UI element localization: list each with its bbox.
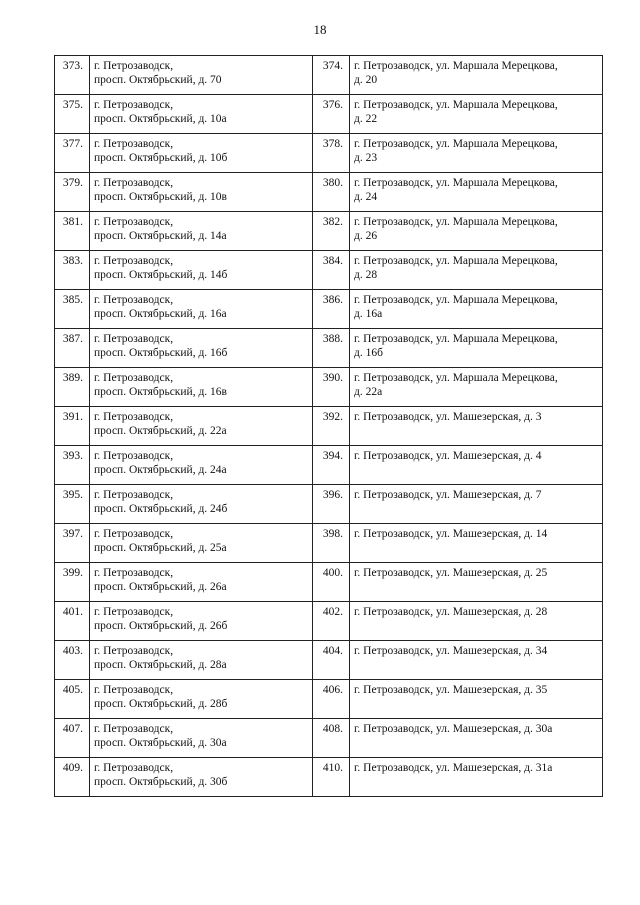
address-line: г. Петрозаводск, ул. Маршала Мерецкова, <box>354 372 558 384</box>
address-table <box>54 55 603 797</box>
address-line: г. Петрозаводск, ул. Маршала Мерецкова, <box>354 60 558 72</box>
address-cell-left <box>90 485 313 524</box>
address-line: просп. Октябрьский, д. 16б <box>94 347 228 359</box>
table-row <box>55 641 603 680</box>
row-number-right: 392. <box>313 407 350 446</box>
address-line: г. Петрозаводск, <box>94 723 174 735</box>
address-line: г. Петрозаводск, <box>94 255 174 267</box>
address-cell-left <box>90 329 313 368</box>
address-line: просп. Октябрьский, д. 28а <box>94 659 227 671</box>
address-cell-right <box>350 719 603 758</box>
address-line: просп. Октябрьский, д. 28б <box>94 698 228 710</box>
address-line: г. Петрозаводск, ул. Маршала Мерецкова, <box>354 177 558 189</box>
address-line: просп. Октябрьский, д. 10б <box>94 152 228 164</box>
address-cell-right <box>350 95 603 134</box>
address-line: д. 20 <box>354 74 378 86</box>
row-number-right: 400. <box>313 563 350 602</box>
page-number: 18 <box>313 22 327 37</box>
row-number-right: 388. <box>313 329 350 368</box>
address-line: просп. Октябрьский, д. 30а <box>94 737 227 749</box>
address-line: г. Петрозаводск, <box>94 60 174 72</box>
table-row <box>55 329 603 368</box>
address-line: просп. Октябрьский, д. 24б <box>94 503 228 515</box>
address-cell-left <box>90 641 313 680</box>
row-number-left: 373. <box>55 56 90 95</box>
address-cell-left <box>90 251 313 290</box>
table-row <box>55 134 603 173</box>
table-row <box>55 173 603 212</box>
row-number-left: 379. <box>55 173 90 212</box>
address-line: г. Петрозаводск, ул. Маршала Мерецкова, <box>354 138 558 150</box>
table-row <box>55 602 603 641</box>
address-line: д. 26 <box>354 230 378 242</box>
table-row <box>55 680 603 719</box>
row-number-left: 407. <box>55 719 90 758</box>
address-cell-right <box>350 446 603 485</box>
row-number-right: 398. <box>313 524 350 563</box>
address-cell-left <box>90 719 313 758</box>
address-line: г. Петрозаводск, ул. Машезерская, д. 31а <box>354 762 553 774</box>
address-line: г. Петрозаводск, ул. Машезерская, д. 7 <box>354 489 542 501</box>
address-cell-left <box>90 95 313 134</box>
address-cell-left <box>90 602 313 641</box>
row-number-left: 385. <box>55 290 90 329</box>
address-line: г. Петрозаводск, ул. Машезерская, д. 4 <box>354 450 542 462</box>
row-number-right: 404. <box>313 641 350 680</box>
row-number-right: 390. <box>313 368 350 407</box>
address-line: г. Петрозаводск, <box>94 567 174 579</box>
row-number-right: 376. <box>313 95 350 134</box>
row-number-left: 401. <box>55 602 90 641</box>
address-line: г. Петрозаводск, ул. Маршала Мерецкова, <box>354 99 558 111</box>
row-number-right: 408. <box>313 719 350 758</box>
table-row <box>55 212 603 251</box>
address-line: просп. Октябрьский, д. 24а <box>94 464 227 476</box>
address-line: г. Петрозаводск, <box>94 372 174 384</box>
table-row <box>55 251 603 290</box>
address-cell-left <box>90 758 313 797</box>
address-line: г. Петрозаводск, ул. Маршала Мерецкова, <box>354 294 558 306</box>
address-line: г. Петрозаводск, <box>94 216 174 228</box>
address-cell-left <box>90 134 313 173</box>
table-row <box>55 368 603 407</box>
row-number-right: 406. <box>313 680 350 719</box>
row-number-left: 405. <box>55 680 90 719</box>
address-line: просп. Октябрьский, д. 10в <box>94 191 227 203</box>
row-number-left: 397. <box>55 524 90 563</box>
address-line: просп. Октябрьский, д. 14а <box>94 230 227 242</box>
row-number-left: 399. <box>55 563 90 602</box>
address-cell-right <box>350 212 603 251</box>
address-line: д. 16б <box>354 347 383 359</box>
address-cell-right <box>350 329 603 368</box>
address-line: г. Петрозаводск, <box>94 177 174 189</box>
address-line: г. Петрозаводск, <box>94 684 174 696</box>
address-line: г. Петрозаводск, <box>94 411 174 423</box>
table-row <box>55 407 603 446</box>
address-line: д. 16а <box>354 308 383 320</box>
address-cell-right <box>350 368 603 407</box>
row-number-left: 383. <box>55 251 90 290</box>
row-number-left: 393. <box>55 446 90 485</box>
row-number-left: 375. <box>55 95 90 134</box>
address-cell-right <box>350 758 603 797</box>
address-line: г. Петрозаводск, <box>94 138 174 150</box>
table-row <box>55 485 603 524</box>
address-line: г. Петрозаводск, ул. Машезерская, д. 30а <box>354 723 553 735</box>
address-line: г. Петрозаводск, ул. Маршала Мерецкова, <box>354 255 558 267</box>
address-line: д. 28 <box>354 269 378 281</box>
address-line: просп. Октябрьский, д. 26б <box>94 620 228 632</box>
address-line: г. Петрозаводск, <box>94 528 174 540</box>
row-number-left: 387. <box>55 329 90 368</box>
table-row <box>55 290 603 329</box>
row-number-left: 395. <box>55 485 90 524</box>
address-line: г. Петрозаводск, ул. Машезерская, д. 34 <box>354 645 548 657</box>
address-cell-right <box>350 641 603 680</box>
row-number-right: 380. <box>313 173 350 212</box>
address-line: г. Петрозаводск, ул. Машезерская, д. 28 <box>354 606 548 618</box>
address-line: г. Петрозаводск, ул. Машезерская, д. 35 <box>354 684 548 696</box>
row-number-right: 410. <box>313 758 350 797</box>
address-line: г. Петрозаводск, <box>94 333 174 345</box>
row-number-right: 374. <box>313 56 350 95</box>
address-line: г. Петрозаводск, <box>94 489 174 501</box>
address-line: д. 24 <box>354 191 378 203</box>
address-cell-left <box>90 446 313 485</box>
address-cell-right <box>350 173 603 212</box>
address-line: д. 22 <box>354 113 378 125</box>
address-line: просп. Октябрьский, д. 16в <box>94 386 227 398</box>
address-cell-right <box>350 602 603 641</box>
address-cell-left <box>90 524 313 563</box>
address-cell-right <box>350 524 603 563</box>
row-number-right: 386. <box>313 290 350 329</box>
address-line: г. Петрозаводск, ул. Машезерская, д. 3 <box>354 411 542 423</box>
row-number-left: 391. <box>55 407 90 446</box>
address-line: г. Петрозаводск, <box>94 99 174 111</box>
row-number-right: 402. <box>313 602 350 641</box>
address-cell-left <box>90 563 313 602</box>
address-cell-right <box>350 680 603 719</box>
table-row <box>55 719 603 758</box>
row-number-left: 403. <box>55 641 90 680</box>
address-cell-right <box>350 56 603 95</box>
row-number-right: 396. <box>313 485 350 524</box>
table-row <box>55 56 603 95</box>
address-line: д. 23 <box>354 152 378 164</box>
address-line: г. Петрозаводск, ул. Машезерская, д. 25 <box>354 567 548 579</box>
row-number-right: 394. <box>313 446 350 485</box>
table-row <box>55 563 603 602</box>
address-line: просп. Октябрьский, д. 14б <box>94 269 228 281</box>
address-line: просп. Октябрьский, д. 25а <box>94 542 227 554</box>
address-cell-left <box>90 173 313 212</box>
address-line: г. Петрозаводск, <box>94 762 174 774</box>
address-line: просп. Октябрьский, д. 10а <box>94 113 227 125</box>
address-line: просп. Октябрьский, д. 70 <box>94 74 222 86</box>
row-number-right: 378. <box>313 134 350 173</box>
address-line: г. Петрозаводск, ул. Машезерская, д. 14 <box>354 528 548 540</box>
table-row <box>55 446 603 485</box>
address-cell-right <box>350 485 603 524</box>
address-line: г. Петрозаводск, <box>94 645 174 657</box>
address-table-body <box>55 56 603 797</box>
row-number-right: 384. <box>313 251 350 290</box>
address-line: просп. Октябрьский, д. 30б <box>94 776 228 788</box>
row-number-left: 409. <box>55 758 90 797</box>
row-number-left: 377. <box>55 134 90 173</box>
address-line: просп. Октябрьский, д. 26а <box>94 581 227 593</box>
address-cell-left <box>90 368 313 407</box>
address-cell-right <box>350 251 603 290</box>
address-cell-right <box>350 407 603 446</box>
table-row <box>55 758 603 797</box>
row-number-left: 389. <box>55 368 90 407</box>
address-cell-left <box>90 290 313 329</box>
address-cell-right <box>350 134 603 173</box>
address-cell-left <box>90 680 313 719</box>
address-line: г. Петрозаводск, <box>94 294 174 306</box>
row-number-left: 381. <box>55 212 90 251</box>
address-line: просп. Октябрьский, д. 16а <box>94 308 227 320</box>
row-number-right: 382. <box>313 212 350 251</box>
address-line: г. Петрозаводск, <box>94 450 174 462</box>
address-cell-right <box>350 290 603 329</box>
address-cell-right <box>350 563 603 602</box>
address-line: г. Петрозаводск, <box>94 606 174 618</box>
table-row <box>55 524 603 563</box>
address-line: просп. Октябрьский, д. 22а <box>94 425 227 437</box>
address-line: д. 22а <box>354 386 383 398</box>
address-line: г. Петрозаводск, ул. Маршала Мерецкова, <box>354 216 558 228</box>
address-cell-left <box>90 212 313 251</box>
address-cell-left <box>90 56 313 95</box>
table-row <box>55 95 603 134</box>
address-line: г. Петрозаводск, ул. Маршала Мерецкова, <box>354 333 558 345</box>
address-cell-left <box>90 407 313 446</box>
